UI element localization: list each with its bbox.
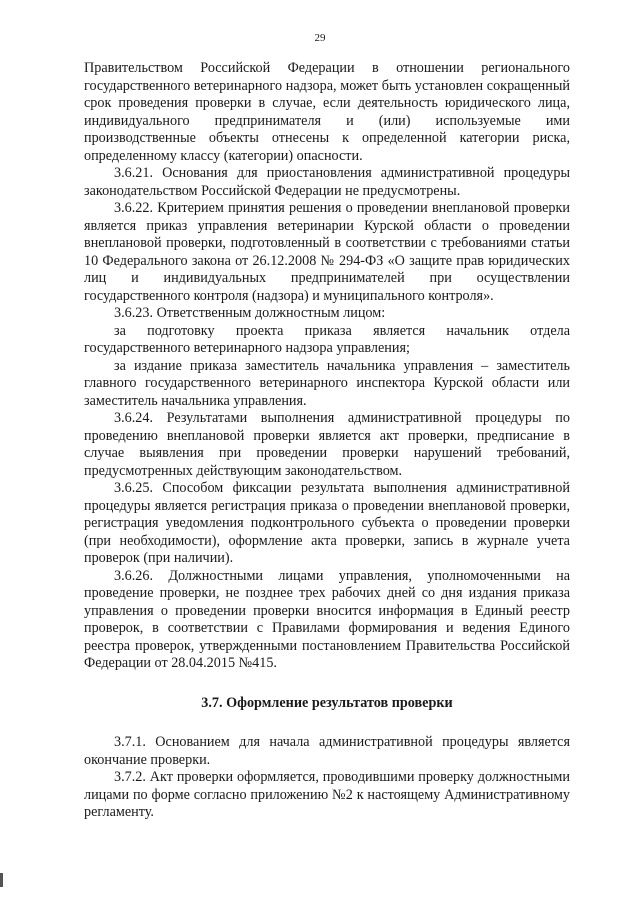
paragraph-3-6-23-item-2: за издание приказа заместитель начальника управления – заместитель главного государственного ветеринарного инспектора Курской области или заместитель начальника управления. [84, 357, 570, 409]
document-body [84, 60, 570, 822]
paragraph-3-6-25: 3.6.25. Способом фиксации результата выполнения административной процедуры является регистрация приказа о проведении внеплановой проверки, регистрация уведомления подконтрольного субъекта о проведении проверки (при необходимости), оформление акта проверки, запись в журнале учета проверок (при наличии). [84, 480, 570, 566]
paragraph-3-6-22: 3.6.22. Критерием принятия решения о проведении внеплановой проверки является приказ управления ветеринарии Курской области о проведении внеплановой проверки, подготовленный в соответствии с требованиями статьи 10 Федерального закона от 26.12.2008 № 294-ФЗ «О защите прав юридических лиц и индивидуальных предпринимателей при осуществлении государственного контроля (надзора) и муниципального контроля». [84, 200, 570, 304]
paragraph-continuation: Правительством Российской Федерации в отношении регионального государственного ветеринарного надзора, может быть установлен сокращенный срок проведения проверки в случае, если деятельность юридического лица, индивидуального предпринимателя и (или) используемые ими производственные объекты отнесены к определенной категории риска, определенному классу (категории) опасности. [84, 60, 570, 164]
paragraph-3-6-21: 3.6.21. Основания для приостановления административной процедуры законодательством Российской Федерации не предусмотрены. [84, 165, 570, 199]
paragraph-3-6-24: 3.6.24. Результатами выполнения административной процедуры по проведению внеплановой проверки является акт проверки, предписание в случае выявления при проведении проверки нарушений требований, предусмотренных действующим законодательством. [84, 410, 570, 479]
section-heading: 3.7. Оформление результатов проверки [201, 694, 453, 711]
paragraph-3-6-26: 3.6.26. Должностными лицами управления, уполномоченными на проведение проверки, не позднее трех рабочих дней со дня издания приказа управления о проведении проверки вносится информация в Единый реестр проверок, в соответствии с Правилами формирования и ведения Единого реестра проверок, утвержденными постановлением Правительства Российской Федерации от 28.04.2015 №415. [84, 567, 570, 671]
paragraph-3-6-23: 3.6.23. Ответственным должностным лицом: [114, 305, 386, 321]
paragraph-3-7-2: 3.7.2. Акт проверки оформляется, проводившими проверку должностными лицами по форме согласно приложению №2 к настоящему Административному регламенту. [84, 769, 570, 820]
scan-edge-mark [0, 873, 3, 887]
page-number: 29 [314, 32, 326, 44]
paragraph-3-6-23-item-1: за подготовку проекта приказа является начальник отдела государственного ветеринарного надзора управления; [84, 322, 570, 356]
paragraph-3-7-1: 3.7.1. Основанием для начала административной процедуры является окончание проверки. [84, 734, 570, 768]
